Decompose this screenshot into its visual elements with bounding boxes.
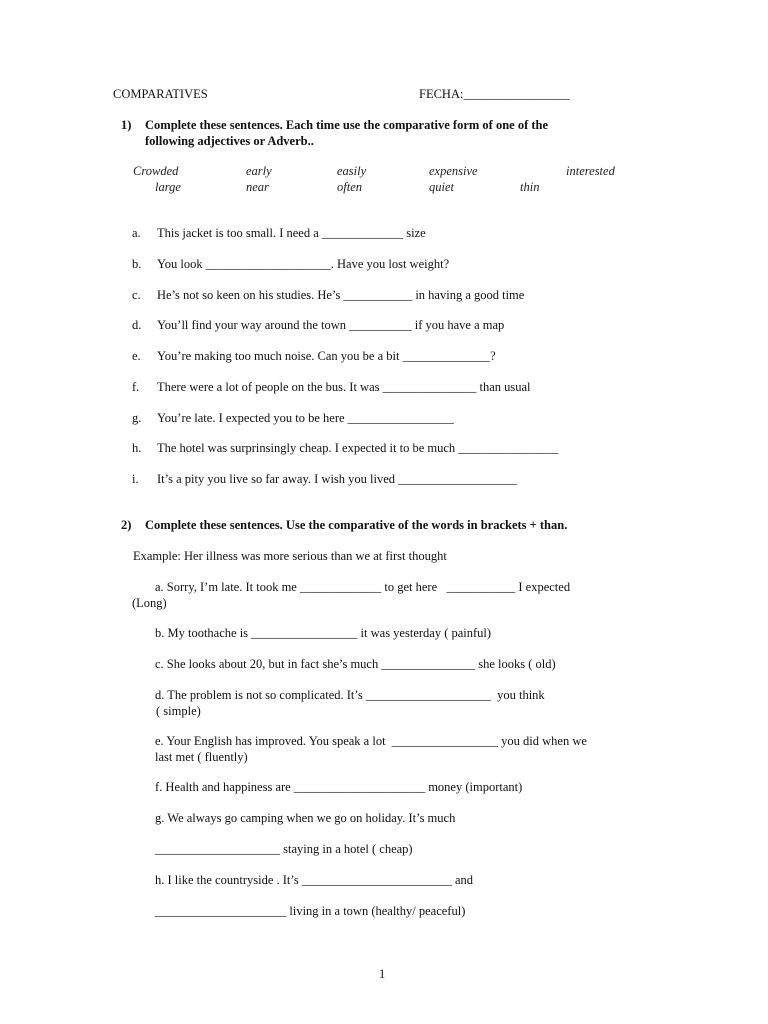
exercise-item-text: The hotel was surprinsingly cheap. I expected it to be much ________________ xyxy=(157,441,559,455)
word-bank-item: expensive xyxy=(429,164,478,178)
word-bank-item: near xyxy=(246,180,269,194)
exercise-line: (Long) xyxy=(132,596,167,610)
word-bank-item: early xyxy=(246,164,272,178)
item-letter: g. xyxy=(132,411,142,425)
exercise-line: _____________________ living in a town (healthy/ peaceful) xyxy=(155,904,466,918)
exercise-line: a. Sorry, I’m late. It took me _____________ to get here ___________ I expected xyxy=(155,580,571,594)
exercise-item-text: You look ____________________. Have you lost weight? xyxy=(157,257,450,271)
example-sentence: Example: Her illness was more serious than we at first thought xyxy=(133,549,447,563)
item-letter: d. xyxy=(132,318,142,332)
section2-number: 2) xyxy=(121,518,132,532)
exercise-line: h. I like the countryside . It’s ________________________ and xyxy=(155,873,474,887)
exercise-item-text: You’ll find your way around the town __________ if you have a map xyxy=(157,318,505,332)
exercise-line: d. The problem is not so complicated. It’s ____________________ you think xyxy=(155,688,545,702)
item-letter: a. xyxy=(132,226,141,240)
exercise-item-text: It’s a pity you live so far away. I wish you lived ___________________ xyxy=(157,472,517,486)
word-bank-item: Crowded xyxy=(133,164,179,178)
exercise-line: e. Your English has improved. You speak a lot _________________ you did when we xyxy=(155,734,587,748)
exercise-item-text: This jacket is too small. I need a _____________ size xyxy=(157,226,426,240)
word-bank-item: large xyxy=(155,180,181,194)
exercise-line: last met ( fluently) xyxy=(155,750,248,764)
exercise-item-text: He’s not so keen on his studies. He’s ___________ in having a good time xyxy=(157,288,525,302)
item-letter: c. xyxy=(132,288,141,302)
exercise-line: f. Health and happiness are _____________________ money (important) xyxy=(155,780,523,794)
section1-number: 1) xyxy=(121,118,132,132)
exercise-item-text: You’re late. I expected you to be here _________________ xyxy=(157,411,454,425)
word-bank-item: interested xyxy=(566,164,615,178)
section2-instruction: Complete these sentences. Use the comparative of the words in brackets + than. xyxy=(145,518,568,532)
exercise-line: ____________________ staying in a hotel ( cheap) xyxy=(155,842,413,856)
worksheet-title: COMPARATIVES xyxy=(113,87,208,101)
exercise-line: b. My toothache is _________________ it was yesterday ( painful) xyxy=(155,626,492,640)
date-field[interactable]: FECHA:_________________ xyxy=(419,87,570,101)
item-letter: e. xyxy=(132,349,141,363)
word-bank-item: often xyxy=(337,180,362,194)
exercise-item-text: There were a lot of people on the bus. It was _______________ than usual xyxy=(157,380,531,394)
item-letter: b. xyxy=(132,257,142,271)
exercise-item-text: You’re making too much noise. Can you be a bit ______________? xyxy=(157,349,496,363)
exercise-line: ( simple) xyxy=(156,704,201,718)
item-letter: i. xyxy=(132,472,139,486)
section1-instruction-line2: following adjectives or Adverb.. xyxy=(145,134,314,148)
exercise-line: c. She looks about 20, but in fact she’s much _______________ she looks ( old) xyxy=(155,657,556,671)
item-letter: h. xyxy=(132,441,142,455)
word-bank-item: thin xyxy=(520,180,540,194)
word-bank-item: quiet xyxy=(429,180,454,194)
page-number: 1 xyxy=(379,967,386,981)
word-bank-item: easily xyxy=(337,164,367,178)
exercise-line: g. We always go camping when we go on holiday. It’s much xyxy=(155,811,456,825)
item-letter: f. xyxy=(132,380,140,394)
section1-instruction-line1: Complete these sentences. Each time use the comparative form of one of the xyxy=(145,118,549,132)
